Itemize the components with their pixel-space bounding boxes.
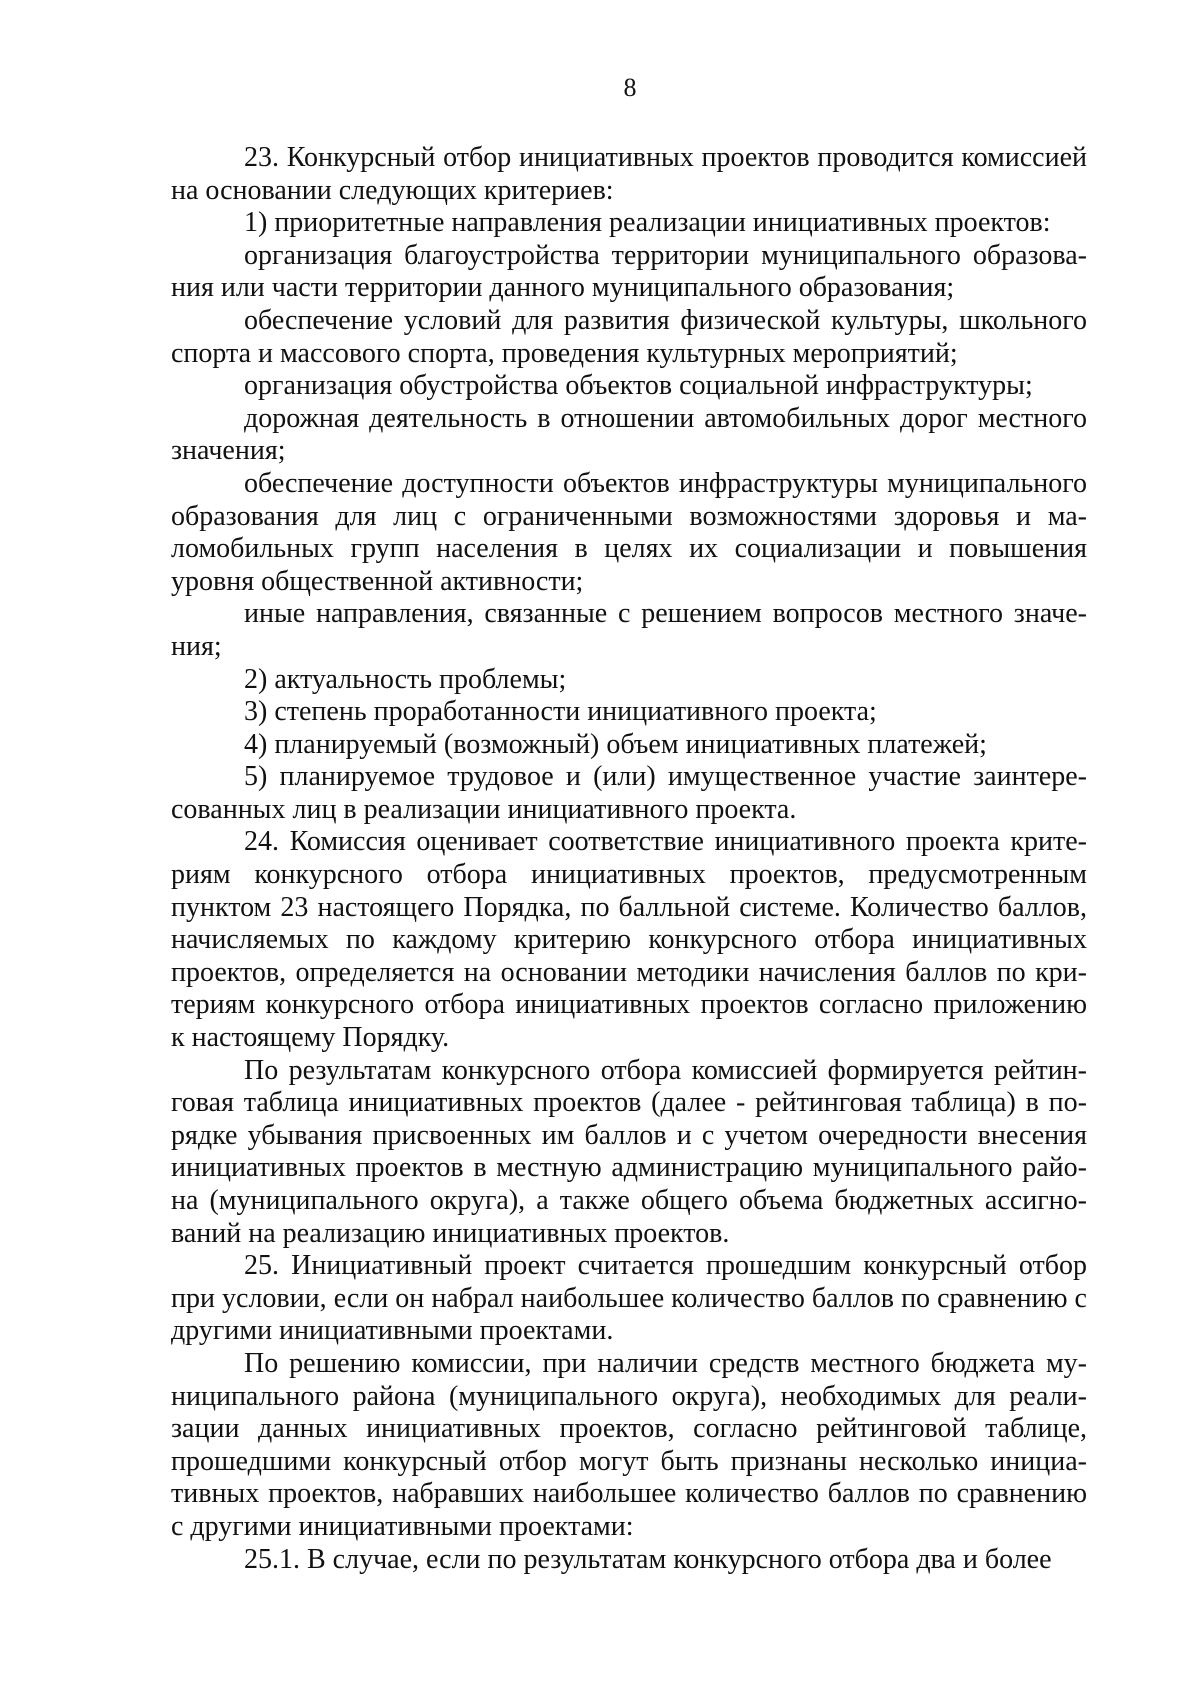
direction-accessibility: обеспечение доступности объектов инфраструктуры муниципального образования для лиц с ограниченными возможностями здоровья и маломобильных групп населения в целях их социализации и повышения уровня общественной активности; [171,467,1087,597]
criterion-3: 3) степень проработанности инициативного проекта; [244,696,877,728]
criterion-2: 2) актуальность проблемы; [244,663,567,695]
paragraph-25-1: 25.1. В случае, если по результатам конкурсного отбора два и более [244,1543,1052,1575]
direction-sport-culture: обеспечение условий для развития физической культуры, школьного спорта и массового спорта, проведения культурных мероприятий; [171,304,1087,369]
direction-landscaping: организация благоустройства территории муниципального образования или части территории данного муниципального образования; [171,239,1087,304]
criterion-5: 5) планируемое трудовое и (или) имущественное участие заинтересованных лиц в реализации инициативного проекта. [171,761,1087,825]
paragraph-25: 25. Инициативный проект считается прошедшим конкурсный отбор при условии, если он набрал наибольшее количество баллов по сравнению с другими инициативными проектами. [171,1250,1087,1347]
paragraph-commission-decision: По решению комиссии, при наличии средств местного бюджета муниципального района (муниципального округа), необходимых для реализации данных инициативных проектов, согласно рейтинговой таблице, прошедшими конкурсный отбор могут быть признаны несколько инициативных проектов, набравших наибольшее количество баллов по сравнению с другими инициативными проектами: [171,1347,1087,1542]
paragraph-23: 23. Конкурсный отбор инициативных проектов проводится комиссией на основании следующих критериев: [171,142,1087,206]
direction-other: иные направления, связанные с решением вопросов местного значения; [171,598,1087,662]
direction-roads: дорожная деятельность в отношении автомобильных дорог местного значения; [171,402,1087,467]
paragraph-24: 24. Комиссия оценивает соответствие инициативного проекта критериям конкурсного отбора инициативных проектов, предусмотренным пунктом 23 настоящего Порядка, по балльной системе. Количество баллов, начисляемых по каждому критерию конкурсного отбора инициативных проектов, определяется на основании методики начисления баллов по критериям конкурсного отбора инициативных проектов согласно приложению к настоящему Порядку. [171,826,1087,1054]
direction-social-infrastructure: организация обустройства объектов социальной инфраструктуры; [244,370,1033,402]
page-number: 8 [623,73,637,102]
criterion-1: 1) приоритетные направления реализации инициативных проектов: [244,207,1051,239]
document-body [171,142,1087,1576]
paragraph-rating-table: По результатам конкурсного отбора комиссией формируется рейтинговая таблица инициативных проектов (далее - рейтинговая таблица) в порядке убывания присвоенных им баллов и с учетом очередности внесения инициативных проектов в местную администрацию муниципального района (муниципального округа), а также общего объема бюджетных ассигнований на реализацию инициативных проектов. [171,1054,1087,1249]
criterion-4: 4) планируемый (возможный) объем инициативных платежей; [244,728,987,760]
